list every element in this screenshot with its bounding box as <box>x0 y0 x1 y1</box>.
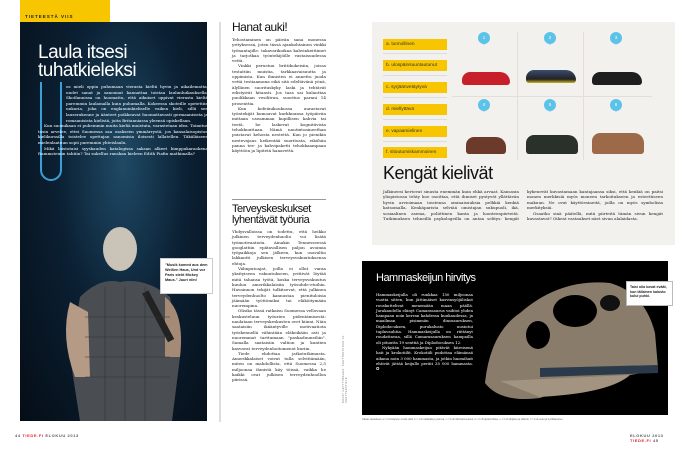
magazine-name: TIEDE.FI <box>22 433 44 438</box>
trait-label-f: f. sitoutumiskammoinen <box>383 147 447 158</box>
marker-6: 6 <box>610 99 622 111</box>
kengat-title: Kengät kielivät <box>383 163 493 183</box>
trait-label-a: a. tunnollinen <box>383 39 447 50</box>
divider <box>232 199 326 200</box>
photo-credit: KUVAT GETTYIMAGES, SHUTTERSTOCK JA SHUTTERSTOCK <box>342 335 348 403</box>
paragraph: Tehostaminen on päivän sana monessa yrityksessä, joten tässä ajankohtainen vinkki työnantajille: takavarikoikaa kahvinkeittimet ja tarjotkaa työntekijöille vastaisuudessa vettä. <box>232 37 326 64</box>
shoe-3 <box>584 32 649 100</box>
red-shoe-icon <box>462 72 510 85</box>
trait-label-b: b. ulospäinsuuntautunut <box>383 60 447 71</box>
dino-title: Hammaskeijun hirvitys <box>376 272 476 284</box>
paragraph: os mieli oppia puhumaan vierasta kieltä hyvin ja aikailematta, uudet sanat ja sanonnat kannattaa toistaa laulunluikauksella. Skotlannissa on huomattu, että aikuiset oppivat vierasta kieltä paremmin laulamalla kuin puhumalla. Kokeessa skoteille opetettiin unkaria, joka on englanninkieliselle vaikea kieli, sillä sen lauserakenne ja äänteet poikkeavat huomattavasti germaanisista ja romaanisista kielistä, joita Britanniassa yleensä opiskellaan. <box>66 84 208 123</box>
left-footer <box>15 433 79 438</box>
sneaker-icon <box>526 70 576 83</box>
divider <box>383 53 447 54</box>
shoe-5 <box>518 99 583 167</box>
page-number: 45 <box>652 438 659 443</box>
page-number: 44 <box>15 433 21 438</box>
dino-body <box>376 292 473 371</box>
divider <box>383 75 447 76</box>
brown-oxford-icon <box>466 137 506 154</box>
dino-article <box>362 261 668 415</box>
paragraph: Vinkki perustuu brittikokeisiin, joissa testattiin muistia, tarkkaavaisuutta ja oppimista. Kun ihmisten ei annettu juoda vettä testiaamuna eikä sitä edeltävänä yönä, älyllinen suorituskyky laski ja tehtävät edistyivät hitaasti. Jos taas sai kulauttaa puolikkaan vesilitran, suoritus parani 14 prosenttia. <box>232 63 326 106</box>
black-boot-icon <box>526 135 578 154</box>
paragraph: Kun suomikaan ei puhemmin muita kieliä muistuta, varastetaan idea. Toimitus tosin arvelee, ettei Suomessa saa osakseen ymmärrystä, jos kansalaisopiston kielikurssilla toistelee opettajan sanomisia iloisesti lallatellen. Täkäläiseen mielenlaatuun sopii paremmin yhteislaulu. <box>38 123 208 145</box>
marker-2: 2 <box>544 32 556 44</box>
paragraph: Kun kofeiinikoukussa uurastavat työntekijät kumoavat kurkkuunsa työpäivän mittaan useamman kupillisen kahvia tai teetä, he laskevat kognitiivista tehokkuuttaan. Nämä nautintoaineethan poistavat kehosta nestettä. Kun jo pienikin nestevajaus heikentää suoritusta, eiköhän panna tee- ja kahvipaketti tehokkaampaan käyttöön ja lipitetä hanavettä. <box>232 105 326 154</box>
terveys-title: Terveyskeskukset lyhentävät työuria <box>232 203 311 226</box>
paragraph: Välinputoajat, joilla ei ollut varaa yksityiseen vakuutukseen, yrittivät löytää mitä tahansa työtä, koska terveysvakuutus kuuluu amerikkalaisiin työsuhde-etuihin. Havainnon tekijät tulkitsevat, että julkinen terveydenhuolto kannustaa pienituloisia jäämään työttömiksi tai eläköitymään nuorempina. <box>232 266 326 309</box>
divider <box>383 97 447 98</box>
issue-date: ELOKUU 2013 <box>630 433 664 438</box>
marker-4: 4 <box>478 99 490 111</box>
paragraph: Nykyään hammaskeijun pitävät kiireisenä hait ja krokotiilit. Krokotiili pudottaa elämänsä aikana noin 3 000 hammasta, ja jotkin haomihait ehtivät jättää keijulle peräti 35 000 hammasta. ✪ <box>376 344 473 372</box>
paragraph: Hammaskeijulla oli runkkaa 150 miljoonaa vuotta sitten, kun jättimäiset kasvinsyöjäliskot rouskuttelivat menemään maan päällä. Jurakaudella elänyt Camarasaurus vaihtoi yhden hampaan noin kerran kahdessa kuukaudessa, ja maailman pisimmän dinosauruksen, Diplodocuksen, purukalusto uusiutui tuplavauhtia. Hammaskeijulla on riittänyt roudattavaa, sillä Camarasauruksen hampailla oli pituutta 19 senttiä ja Diplodocuksen 12. <box>376 292 473 345</box>
shoe-6 <box>584 99 649 167</box>
kengat-body <box>383 189 663 221</box>
quote-box: "Musik kommt aus dem Weißen Haus, Und vor Paris steht Mickey Maus." Juuri niin! <box>160 258 213 294</box>
hanat-title: Hanat auki! <box>232 20 288 34</box>
marker-1: 1 <box>478 32 490 44</box>
divider <box>383 119 447 120</box>
quiz-answers: Oikeat vastaukset: a = 3 oli käytetyn mutta siistit, b = 1 oli värikkäät ja pramea, c = 5 oli miiitinsammutetut, d = 2 oli käytännölliset, e = 6 oli rähjäiset ja nilkkurit, f = 4 oli uudet ja hyvilläsisoiset. <box>362 418 564 421</box>
hiking-boot-icon <box>592 133 644 154</box>
issue-date: ELOKUU 2013 <box>45 433 79 438</box>
shoe-quiz-box <box>372 22 675 245</box>
divider <box>383 141 447 142</box>
shoe-2 <box>518 32 583 100</box>
shoe-1 <box>452 32 517 100</box>
shoe-4 <box>452 99 517 167</box>
marker-3: 3 <box>610 32 622 44</box>
article-title: Laula itsesi tuhatkieleksi <box>38 42 137 81</box>
trait-label-d: d. miellyttävä <box>383 104 447 115</box>
hanat-article <box>232 20 326 154</box>
paragraph: Jalkineesi kertovat sinusta enemmän kuin ehkä arvaat. Kansasin yliopistossa tehty koe osoittaa, että ihmiset pystyvät yllättävän hyvin arvioimaan toistensa ominaisuuksia pelkkiä kenkiä katsomalla. Kenkäparista selviää omistajan sukupuoli, ikä, sosiaalinen asema, poliittinen kanta ja luonteenpiirteitä. Tutkimuksen tehneillä psykologeilla on antaa selitys: kengät kykenevät kuvastamaan kantajaansa siksi, että kenkiä on paitsi monen merkkisiä myös moneen tarkoitukseen ja esteettiseen makuun. Ne ovat käyttöesineitä, joilla on myös symbolisia merkityksiä. <box>383 189 663 222</box>
feature-photo-panel <box>20 22 207 421</box>
trait-label-e: e. vapaamielinen <box>383 126 447 137</box>
magazine-name: TIEDE.FI <box>630 438 652 443</box>
trait-label-c: c. syrjäänvetäytyvä <box>383 82 447 93</box>
singer-photo <box>60 227 200 421</box>
marker-5: 5 <box>544 99 556 111</box>
terveys-article <box>232 204 326 383</box>
paragraph: Osaatko sinä päätellä, mitä piirteitä tämän sivun kengät kuvastavat? Oikeat vastaukset näet sivun alalaidasta. <box>527 210 663 222</box>
section-tab <box>20 0 110 22</box>
callout-box: Taisi olla kovat eväät, kun tällainen kalusto kului puhki. <box>626 281 673 306</box>
section-label: TIETEESTÄ VIIS <box>25 14 74 19</box>
article-body <box>38 84 208 157</box>
paragraph: Mikä loistotaisi syyskauden katalogissa saksan alkeet kimppakaraokena Rammsteinin tahtiin? Tai sukellus ranskan kieleen Edith Piafin matkimalla? <box>38 145 208 157</box>
black-loafer-icon <box>592 72 642 85</box>
paragraph: Olisiko tässä ratkaisu Suomessa vellovaan keskusteluun työurien pidentämisestä: naulataan terveyskeskusten ovet kiinni. Näin saataisiin ikääntyville motivaatiota työskennellä vähintään eläkeikään asti ja nuoremmat tarttumaan "paskaduuneihin". Samalla saataisiin valtion ja kuntien kasvavat terveydenhoitomenot kuriin. <box>232 308 326 351</box>
paragraph: Yhdysvalloissa on todettu, että heikko julkinen terveydenhuolto voi lisätä työmotivaatiota. Ainakin Tennesseessä googlattiin epätavallisen paljon avoimia työpaikkoja sen jälkeen, kun osavaltio lakkautti julkisen terveysvakuutuksensa ehtoja. <box>232 229 326 266</box>
right-footer <box>630 433 686 443</box>
page-gutter <box>219 22 221 422</box>
paragraph: Tiede ehdottaa jatkotutkimusta. Amerikkalaiset voivat tulla selvittämään, miten on mahdollista, että Suomessa 2,5 miljoonaa ihmistä käy töissä, vaikka he kaikki ovat julkisen terveydenhuollon piirissä. <box>232 350 326 383</box>
